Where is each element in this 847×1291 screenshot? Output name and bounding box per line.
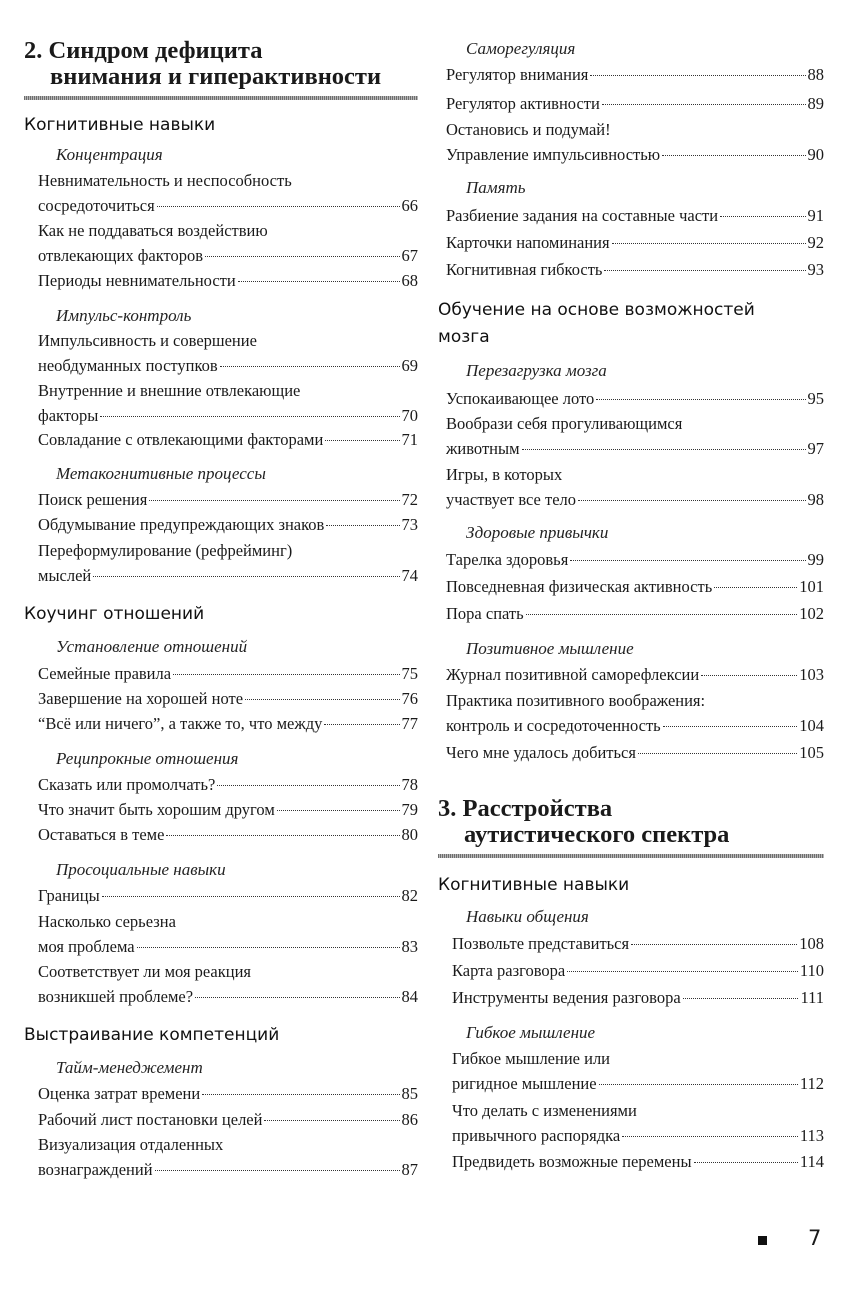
page-number: 67 [401,246,418,265]
toc-entry[interactable]: Внутренние и внешние отвлекающие факторы 70 [38,378,418,428]
subsection-heading: Реципрокные отношения [56,749,239,768]
toc-entry[interactable]: Вообрази себя прогуливающимся животным 97 [446,411,824,461]
toc-entry[interactable]: Остановись и подумай! Управление импульсивностью 90 [446,117,824,167]
subsection-heading: Навыки общения [466,907,589,926]
page-number: 75 [401,664,418,683]
section-heading: Коучинг отношений [24,604,205,624]
page-number: 99 [807,550,824,569]
page-number: 79 [401,800,418,819]
subsection-heading: Концентрация [56,145,163,164]
page-number: 88 [807,65,824,84]
subsection-heading: Перезагрузка мозга [466,361,607,380]
toc-entry[interactable]: Визуализация отдаленных вознаграждений 87 [38,1132,418,1182]
chapter-divider [438,854,824,858]
section-heading: Когнитивные навыки [24,115,216,135]
page-number: 108 [799,934,824,953]
page-number: 101 [799,577,824,596]
page-number: 72 [401,490,418,509]
subsection-heading: Установление отношений [56,637,248,656]
subsection-heading: Саморегуляция [466,39,576,58]
subsection-heading: Тайм-менеджемент [56,1058,203,1077]
page-number: 111 [800,988,824,1007]
toc-entry[interactable]: Карта разговора 110 [452,958,824,983]
toc-entry[interactable]: Невнимательность и неспособность сосредоточиться 66 [38,168,418,218]
toc-entry[interactable]: Соответствует ли моя реакция возникшей проблеме? 84 [38,959,418,1009]
page-number: 97 [807,439,824,458]
page-number: 73 [401,515,418,534]
toc-entry[interactable]: Периоды невнимательности 68 [38,268,418,293]
toc-entry[interactable]: Журнал позитивной саморефлексии 103 [446,662,824,687]
subsection-heading: Просоциальные навыки [56,860,226,879]
chapter-heading [24,38,418,90]
toc-entry[interactable]: Переформулирование (рефрейминг) мыслей 74 [38,538,418,588]
toc-entry[interactable]: Регулятор активности 89 [446,91,824,116]
page-number: 93 [807,260,824,279]
toc-entry[interactable]: Завершение на хорошей ноте 76 [38,686,418,711]
toc-entry[interactable]: Разбиение задания на составные части 91 [446,203,824,228]
page-number: 87 [401,1160,418,1179]
toc-entry[interactable]: Позвольте представиться 108 [452,931,824,956]
page-number: 102 [799,604,824,623]
page-number: 92 [807,233,824,252]
page-number: 68 [401,271,418,290]
page-number: 76 [401,689,418,708]
section-heading: Обучение на основе возможностей мозга [438,300,755,347]
subsection-heading: Импульс-контроль [56,306,192,325]
page-number: 104 [799,716,824,735]
subsection-heading: Память [466,178,526,197]
page-number: 84 [401,987,418,1006]
toc-entry[interactable]: Как не поддаваться воздействию отвлекающих факторов 67 [38,218,418,268]
page-number: 110 [799,961,824,980]
toc-entry[interactable]: Инструменты ведения разговора 111 [452,985,824,1010]
toc-entry[interactable]: Сказать или промолчать? 78 [38,772,418,797]
page-number: 112 [799,1074,824,1093]
page-number: 71 [401,430,418,449]
toc-entry[interactable]: Семейные правила 75 [38,661,418,686]
toc-entry[interactable]: Совладание с отвлекающими факторами 71 [38,427,418,452]
page-number: 78 [401,775,418,794]
subsection-heading: Гибкое мышление [466,1023,596,1042]
toc-entry[interactable]: Насколько серьезна моя проблема 83 [38,909,418,959]
chapter-divider [24,96,418,100]
chapter-title-line2: внимания и гиперактивности [50,63,382,90]
page-number: 89 [807,94,824,113]
toc-entry[interactable]: Оставаться в теме 80 [38,822,418,847]
page-number: 82 [401,886,418,905]
toc-entry[interactable]: Обдумывание предупреждающих знаков 73 [38,512,418,537]
chapter-heading [438,796,824,848]
page-number: 70 [401,406,418,425]
toc-entry[interactable]: Поиск решения 72 [38,487,418,512]
square-bullet-icon [758,1236,767,1245]
page-number: 103 [799,665,824,684]
page-number: 98 [807,490,824,509]
toc-entry[interactable]: Пора спать 102 [446,601,824,626]
toc-entry[interactable]: Практика позитивного воображения: контроль и сосредоточенность 104 [446,688,824,738]
chapter-title-line1: 2. Синдром дефицита [24,37,263,64]
toc-entry[interactable]: Когнитивная гибкость 93 [446,257,824,282]
page-number: 90 [807,145,824,164]
page-number: 80 [401,825,418,844]
chapter-title-line1: 3. Расстройства [438,795,613,822]
section-heading: Выстраивание компетенций [24,1025,280,1045]
toc-entry[interactable]: Игры, в которых участвует все тело 98 [446,462,824,512]
toc-entry[interactable]: Импульсивность и совершение необдуманных поступков 69 [38,328,418,378]
page-number: 105 [799,743,824,762]
toc-entry[interactable]: Успокаивающее лото 95 [446,386,824,411]
page-number: 113 [799,1126,824,1145]
subsection-heading: Здоровые привычки [466,523,609,542]
page-number: 77 [401,714,418,733]
toc-entry[interactable]: Чего мне удалось добиться 105 [446,740,824,765]
toc-entry[interactable]: Предвидеть возможные перемены 114 [452,1149,824,1174]
page-number: 86 [401,1110,418,1129]
subsection-heading: Позитивное мышление [466,639,634,658]
toc-entry[interactable]: Оценка затрат времени 85 [38,1081,418,1106]
toc-entry[interactable]: Тарелка здоровья 99 [446,547,824,572]
page-number: 85 [401,1084,418,1103]
subsection-heading: Метакогнитивные процессы [56,464,266,483]
toc-entry[interactable]: Что делать с изменениями привычного распорядка 113 [452,1098,824,1148]
page-number: 91 [807,206,824,225]
page-number: 66 [401,196,418,215]
page-number: 83 [401,937,418,956]
toc-entry[interactable]: Гибкое мышление или ригидное мышление 112 [452,1046,824,1096]
chapter-title-line2: аутистического спектра [464,821,730,848]
toc-entry[interactable]: Рабочий лист постановки целей 86 [38,1107,418,1132]
page-number: 95 [807,389,824,408]
toc-entry[interactable]: Повседневная физическая активность 101 [446,574,824,599]
toc-entry[interactable]: Что значит быть хорошим другом 79 [38,797,418,822]
toc-entry[interactable]: Границы 82 [38,883,418,908]
page-number: 69 [401,356,418,375]
toc-entry[interactable]: Регулятор внимания 88 [446,62,824,87]
section-heading: Когнитивные навыки [438,875,630,895]
toc-entry[interactable]: “Всё или ничего”, а также то, что между 77 [38,711,418,736]
page-number: 114 [799,1152,824,1171]
toc-entry[interactable]: Карточки напоминания 92 [446,230,824,255]
page-number-footer: 7 [808,1226,822,1250]
page-number: 74 [401,566,418,585]
